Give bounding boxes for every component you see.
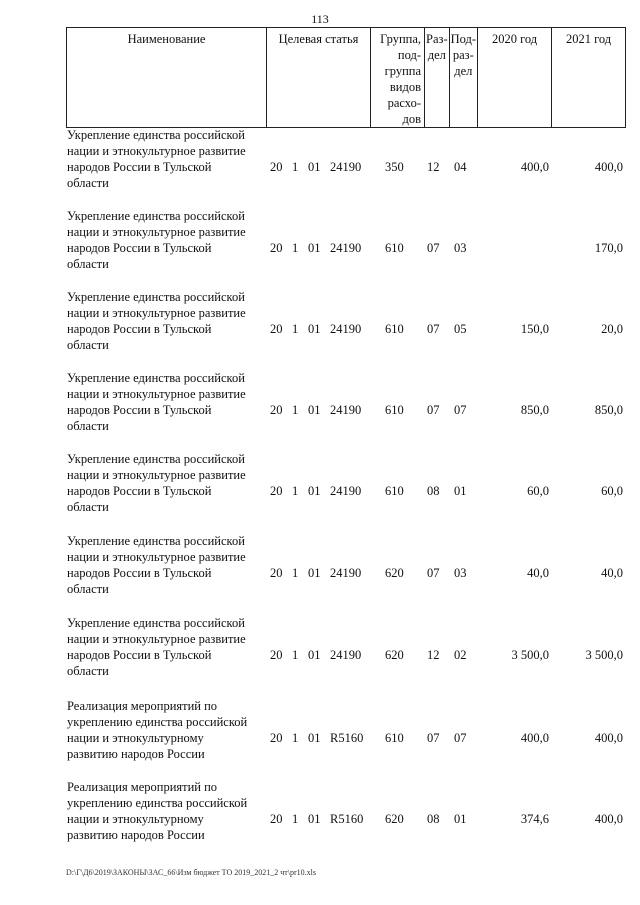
table-row — [0, 127, 640, 199]
row-section: 07 — [427, 241, 440, 255]
row-program: 20 — [270, 322, 283, 336]
row-program: 20 — [270, 731, 283, 745]
row-section: 08 — [427, 484, 440, 498]
row-subprogram: 1 — [292, 566, 299, 580]
header-target-article: Целевая статья — [267, 28, 371, 128]
row-name-line: нации и этнокультурному — [67, 812, 204, 826]
row-name — [67, 451, 259, 515]
row-name-line: Укрепление единства российской — [67, 371, 245, 385]
row-name-line: развитию народов России — [67, 747, 205, 761]
row-name-line: нации и этнокультурное развитие — [67, 225, 246, 239]
row-name — [67, 698, 259, 762]
row-subprogram: 1 — [292, 484, 299, 498]
header-year-2020: 2020 год — [478, 28, 552, 128]
row-name-line: Укрепление единства российской — [67, 209, 245, 223]
row-program: 20 — [270, 648, 283, 662]
table-row — [0, 208, 640, 280]
header-year-2021: 2021 год — [552, 28, 626, 128]
row-name-line: Реализация мероприятий по — [67, 780, 218, 794]
row-name-line: области — [67, 338, 109, 352]
header-subsection-line: Под- — [450, 32, 477, 46]
row-subprogram: 1 — [292, 731, 299, 745]
row-name-line: нации и этнокультурное развитие — [67, 468, 246, 482]
row-amount-2021: 400,0 — [594, 812, 623, 826]
row-name-line: области — [67, 500, 109, 514]
row-subprogram: 1 — [292, 160, 299, 174]
row-subsection: 03 — [454, 241, 467, 255]
row-expense-group: 610 — [385, 241, 404, 255]
row-name-line: области — [67, 257, 109, 271]
row-name-line: народов России в Тульской — [67, 241, 212, 255]
row-name-line: Реализация мероприятий по — [67, 699, 218, 713]
row-subsection: 07 — [454, 731, 467, 745]
footer-file-path: D:\Г\Д6\2019\ЗАКОНЫ\ЗАС_66\Изм бюджет ТО 2019_2021_2 чт\pr10.xls — [66, 868, 316, 877]
header-group-line: под- — [397, 48, 421, 62]
row-amount-2021: 400,0 — [594, 731, 623, 745]
header-group-line: видов — [389, 80, 421, 94]
row-program: 20 — [270, 160, 283, 174]
row-name — [67, 779, 259, 843]
row-name-line: Укрепление единства российской — [67, 290, 245, 304]
row-subsection: 01 — [454, 484, 467, 498]
row-name-line: развитию народов России — [67, 828, 205, 842]
row-main-activity: 01 — [308, 403, 321, 417]
row-name — [67, 370, 259, 434]
row-main-activity: 01 — [308, 241, 321, 255]
row-name-line: области — [67, 582, 109, 596]
row-direction: 24190 — [330, 484, 362, 498]
row-subprogram: 1 — [292, 648, 299, 662]
row-direction: 24190 — [330, 322, 362, 336]
row-subsection: 03 — [454, 566, 467, 580]
table-row — [0, 698, 640, 770]
row-name-line: народов России в Тульской — [67, 322, 212, 336]
page-number: 113 — [311, 12, 329, 26]
row-direction: 24190 — [330, 160, 362, 174]
header-group-line: Группа, — [380, 32, 421, 46]
row-section: 07 — [427, 566, 440, 580]
row-expense-group: 620 — [385, 812, 404, 826]
row-program: 20 — [270, 812, 283, 826]
table-row — [0, 451, 640, 523]
row-amount-2021: 60,0 — [601, 484, 623, 498]
table-row — [0, 289, 640, 361]
row-main-activity: 01 — [308, 648, 321, 662]
row-section: 08 — [427, 812, 440, 826]
row-expense-group: 610 — [385, 322, 404, 336]
row-name — [67, 289, 259, 353]
row-name-line: области — [67, 664, 109, 678]
row-program: 20 — [270, 484, 283, 498]
row-main-activity: 01 — [308, 731, 321, 745]
row-amount-2021: 850,0 — [594, 403, 623, 417]
row-subprogram: 1 — [292, 241, 299, 255]
row-section: 07 — [427, 403, 440, 417]
table-row — [0, 370, 640, 442]
row-direction: 24190 — [330, 241, 362, 255]
table-row — [0, 779, 640, 851]
row-name — [67, 533, 259, 597]
row-amount-2021: 170,0 — [594, 241, 623, 255]
row-amount-2020: 374,6 — [520, 812, 549, 826]
row-subprogram: 1 — [292, 812, 299, 826]
row-main-activity: 01 — [308, 322, 321, 336]
row-program: 20 — [270, 566, 283, 580]
row-expense-group: 350 — [385, 160, 404, 174]
row-amount-2021: 20,0 — [601, 322, 623, 336]
header-subsection-line: дел — [454, 64, 473, 78]
header-group-line: расхо- — [387, 96, 421, 110]
row-name-line: народов России в Тульской — [67, 566, 212, 580]
row-main-activity: 01 — [308, 160, 321, 174]
header-section-line: Раз- — [426, 32, 448, 46]
row-expense-group: 610 — [385, 403, 404, 417]
header-group-line: дов — [402, 112, 421, 126]
row-name-line: области — [67, 176, 109, 190]
row-subprogram: 1 — [292, 322, 299, 336]
header-section-line: дел — [427, 48, 446, 62]
row-program: 20 — [270, 403, 283, 417]
row-name-line: Укрепление единства российской — [67, 616, 245, 630]
row-subprogram: 1 — [292, 403, 299, 417]
row-expense-group: 620 — [385, 648, 404, 662]
row-amount-2020: 3 500,0 — [511, 648, 549, 662]
row-amount-2021: 400,0 — [594, 160, 623, 174]
row-name-line: нации и этнокультурное развитие — [67, 550, 246, 564]
row-direction: 24190 — [330, 566, 362, 580]
row-name-line: укреплению единства российской — [67, 715, 248, 729]
row-name-line: Укрепление единства российской — [67, 534, 245, 548]
table-row — [0, 615, 640, 687]
row-subsection: 04 — [454, 160, 467, 174]
row-expense-group: 610 — [385, 484, 404, 498]
row-name-line: нации и этнокультурное развитие — [67, 144, 246, 158]
row-name-line: области — [67, 419, 109, 433]
row-main-activity: 01 — [308, 484, 321, 498]
row-name-line: народов России в Тульской — [67, 403, 212, 417]
row-name-line: укреплению единства российской — [67, 796, 248, 810]
row-name-line: нации и этнокультурному — [67, 731, 204, 745]
row-subsection: 07 — [454, 403, 467, 417]
row-amount-2021: 40,0 — [601, 566, 623, 580]
row-subsection: 01 — [454, 812, 467, 826]
row-amount-2021: 3 500,0 — [585, 648, 623, 662]
row-section: 12 — [427, 648, 440, 662]
row-amount-2020: 150,0 — [520, 322, 549, 336]
row-name-line: Укрепление единства российской — [67, 128, 245, 142]
row-direction: R5160 — [330, 731, 364, 745]
row-direction: 24190 — [330, 648, 362, 662]
row-direction: R5160 — [330, 812, 364, 826]
row-name-line: нации и этнокультурное развитие — [67, 306, 246, 320]
row-main-activity: 01 — [308, 566, 321, 580]
row-amount-2020: 850,0 — [520, 403, 549, 417]
row-amount-2020: 400,0 — [520, 731, 549, 745]
row-main-activity: 01 — [308, 812, 321, 826]
row-expense-group: 620 — [385, 566, 404, 580]
row-amount-2020: 60,0 — [527, 484, 549, 498]
row-section: 07 — [427, 731, 440, 745]
table-row — [0, 533, 640, 605]
row-name-line: Укрепление единства российской — [67, 452, 245, 466]
header-name: Наименование — [67, 28, 267, 128]
row-direction: 24190 — [330, 403, 362, 417]
row-program: 20 — [270, 241, 283, 255]
row-name-line: нации и этнокультурное развитие — [67, 632, 246, 646]
row-subsection: 02 — [454, 648, 467, 662]
row-name-line: народов России в Тульской — [67, 484, 212, 498]
row-name-line: народов России в Тульской — [67, 160, 212, 174]
row-name — [67, 615, 259, 679]
row-subsection: 05 — [454, 322, 467, 336]
row-section: 12 — [427, 160, 440, 174]
header-subsection-line: раз- — [452, 48, 474, 62]
row-section: 07 — [427, 322, 440, 336]
row-name-line: нации и этнокультурное развитие — [67, 387, 246, 401]
row-name — [67, 127, 259, 191]
header-group-line: группа — [384, 64, 421, 78]
row-amount-2020: 40,0 — [527, 566, 549, 580]
row-name — [67, 208, 259, 272]
row-expense-group: 610 — [385, 731, 404, 745]
row-name-line: народов России в Тульской — [67, 648, 212, 662]
row-amount-2020: 400,0 — [520, 160, 549, 174]
